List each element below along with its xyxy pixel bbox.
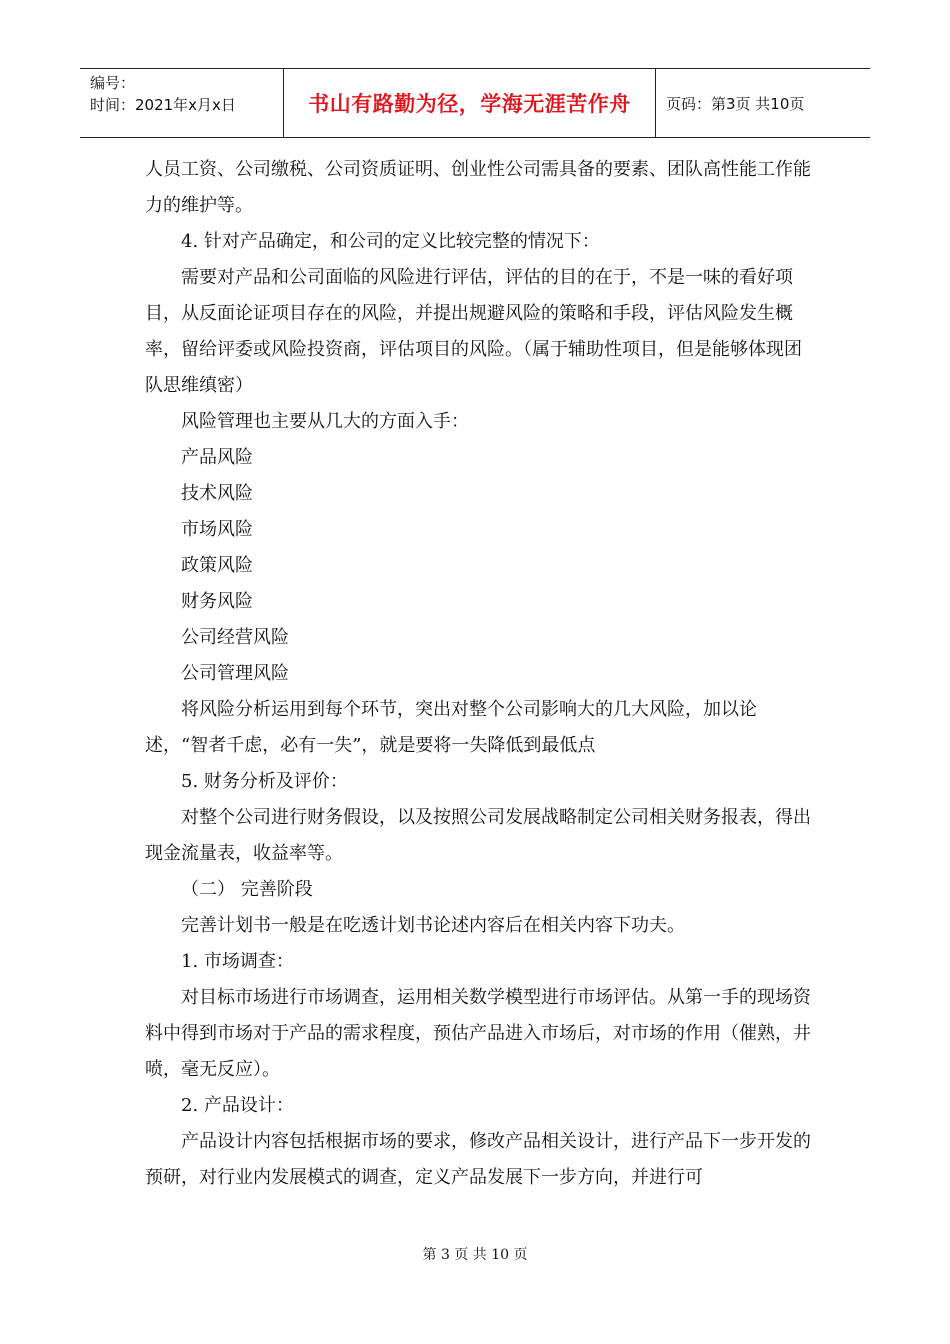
list-item: 政策风险 — [181, 555, 253, 576]
header-motto-cell — [284, 69, 656, 137]
paragraph: 风险管理也主要从几大的方面入手： — [181, 411, 469, 432]
section-heading: 1. 市场调查： — [181, 951, 294, 972]
list-item: 财务风险 — [181, 591, 253, 612]
paragraph: 对目标市场进行市场调查，运用相关数学模型进行市场评估。从第一手的现场资料中得到市场对于产品的需求程度，预估产品进入市场后，对市场的作用（催熟，井喷，毫无反应）。 — [145, 987, 811, 1080]
footer-page-number: 第 3 页 共 10 页 — [422, 1247, 528, 1263]
document-body — [145, 152, 815, 1196]
section-heading: 4. 针对产品确定，和公司的定义比较完整的情况下： — [181, 231, 600, 252]
motto: 书山有路勤为径，学海无涯苦作舟 — [308, 92, 631, 116]
section-heading: 2. 产品设计： — [181, 1095, 294, 1116]
list-item: 公司管理风险 — [181, 663, 289, 684]
section-heading: 5. 财务分析及评价： — [181, 771, 348, 792]
paragraph: 人员工资、公司缴税、公司资质证明、创业性公司需具备的要素、团队高性能工作能力的维护等。 — [145, 159, 811, 216]
paragraph: 将风险分析运用到每个环节，突出对整个公司影响大的几大风险，加以论述，“智者千虑，必有一失”，就是要将一失降低到最低点 — [145, 699, 757, 756]
paragraph: 产品设计内容包括根据市场的要求，修改产品相关设计，进行产品下一步开发的预研，对行业内发展模式的调查，定义产品发展下一步方向，并进行可 — [145, 1131, 811, 1188]
number-label: 编号： — [90, 74, 136, 92]
page-info: 页码：第3页 共10页 — [666, 94, 805, 113]
list-item: 技术风险 — [181, 483, 253, 504]
list-item: 产品风险 — [181, 447, 253, 468]
list-item: 公司经营风险 — [181, 627, 289, 648]
list-item: 市场风险 — [181, 519, 253, 540]
section-heading: （二） 完善阶段 — [181, 879, 313, 900]
paragraph: 对整个公司进行财务假设，以及按照公司发展战略制定公司相关财务报表，得出现金流量表，收益率等。 — [145, 807, 811, 864]
document-header — [80, 68, 870, 138]
time-label: 时间：2021年x月x日 — [90, 96, 236, 114]
paragraph: 需要对产品和公司面临的风险进行评估，评估的目的在于，不是一味的看好项目，从反面论证项目存在的风险，并提出规避风险的策略和手段，评估风险发生概率，留给评委或风险投资商，评估项目的风险。（属于辅助性项目，但是能够体现团队思维缜密） — [145, 267, 802, 396]
paragraph: 完善计划书一般是在吃透计划书论述内容后在相关内容下功夫。 — [181, 915, 685, 936]
header-meta — [80, 69, 284, 137]
header-page-info-cell — [656, 69, 870, 137]
page-footer — [0, 1244, 950, 1264]
